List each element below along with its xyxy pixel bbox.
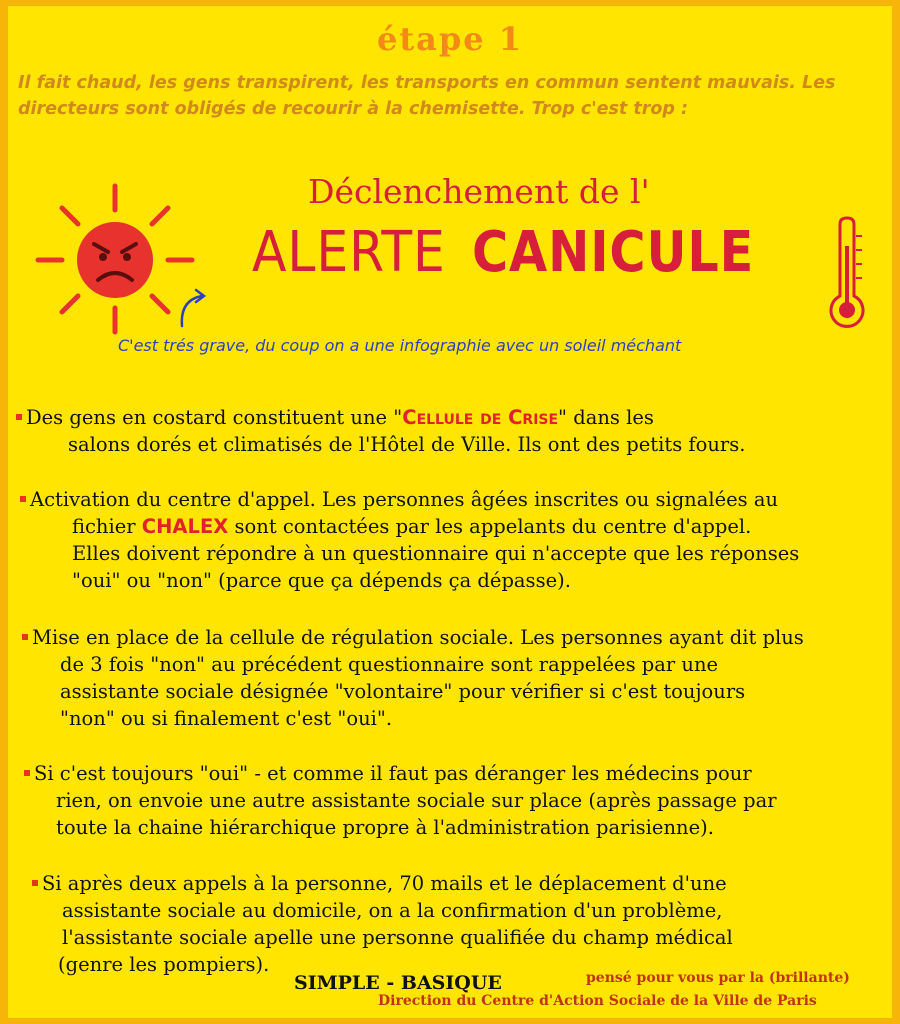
credit-line1: pensé pour vous par la (brillante) bbox=[586, 970, 850, 986]
alert-heading-line2 bbox=[252, 220, 793, 285]
bullet-marker bbox=[20, 496, 26, 502]
list-item: Mise en place de la cellule de régulation sociale. Les personnes ayant dit plus de 3 fois "non" au précédent questionnaire sont rappelées par une assistante sociale désignée "volontaire" pour vérifier si c'est toujours "non" ou si finalement c'est "oui". bbox=[22, 624, 804, 732]
list-item: Si c'est toujours "oui" - et comme il faut pas déranger les médecins pour rien, on envoie une autre assistante sociale sur place (après passage par toute la chaine hiérarchique propre à l'administration parisienne). bbox=[24, 760, 777, 841]
bullet-marker bbox=[24, 770, 30, 776]
canicule-word: CANICULE bbox=[472, 220, 755, 285]
intro-text: Il fait chaud, les gens transpirent, les transports en commun sentent mauvais. Les directeurs sont obligés de recourir à la chemisette. Trop c'est trop : bbox=[18, 73, 836, 119]
bullet-marker bbox=[16, 414, 22, 420]
list-item: Activation du centre d'appel. Les personnes âgées inscrites ou signalées au fichier CHALEX sont contactées par les appelants du centre d'appel. Elles doivent répondre à un questionnaire qui n'accepte que les réponses "oui" ou "non" (parce que ça dépends ça dépasse). bbox=[20, 486, 799, 594]
alert-word: ALERTE bbox=[252, 220, 446, 285]
list-item: Des gens en costard constituent une "Cellule de Crise" dans les salons dorés et climatisés de l'Hôtel de Ville. Ils ont des petits fours. bbox=[16, 404, 745, 458]
step-title: étape 1 bbox=[376, 20, 523, 58]
infographic-page bbox=[8, 6, 892, 1018]
simple-basique-label: SIMPLE - BASIQUE bbox=[294, 972, 502, 994]
alert-heading-line1: Déclenchement de l' bbox=[308, 172, 650, 211]
bullet-marker bbox=[32, 880, 38, 886]
bullet-marker bbox=[22, 634, 28, 640]
cellule-highlight: Cellule de Crise bbox=[402, 406, 559, 429]
chalex-highlight: CHALEX bbox=[141, 515, 229, 538]
curved-arrow-icon bbox=[174, 286, 214, 336]
sun-caption: C'est trés grave, du coup on a une infographie avec un soleil méchant bbox=[118, 336, 682, 355]
credit-line2: Direction du Centre d'Action Sociale de la Ville de Paris bbox=[378, 993, 817, 1009]
list-item: Si après deux appels à la personne, 70 mails et le déplacement d'une assistante sociale au domicile, on a la confirmation d'un problème, l'assistante sociale apelle une personne qualifiée du champ médical (genre les pompiers). bbox=[32, 870, 733, 978]
thermometer-icon bbox=[822, 216, 872, 332]
